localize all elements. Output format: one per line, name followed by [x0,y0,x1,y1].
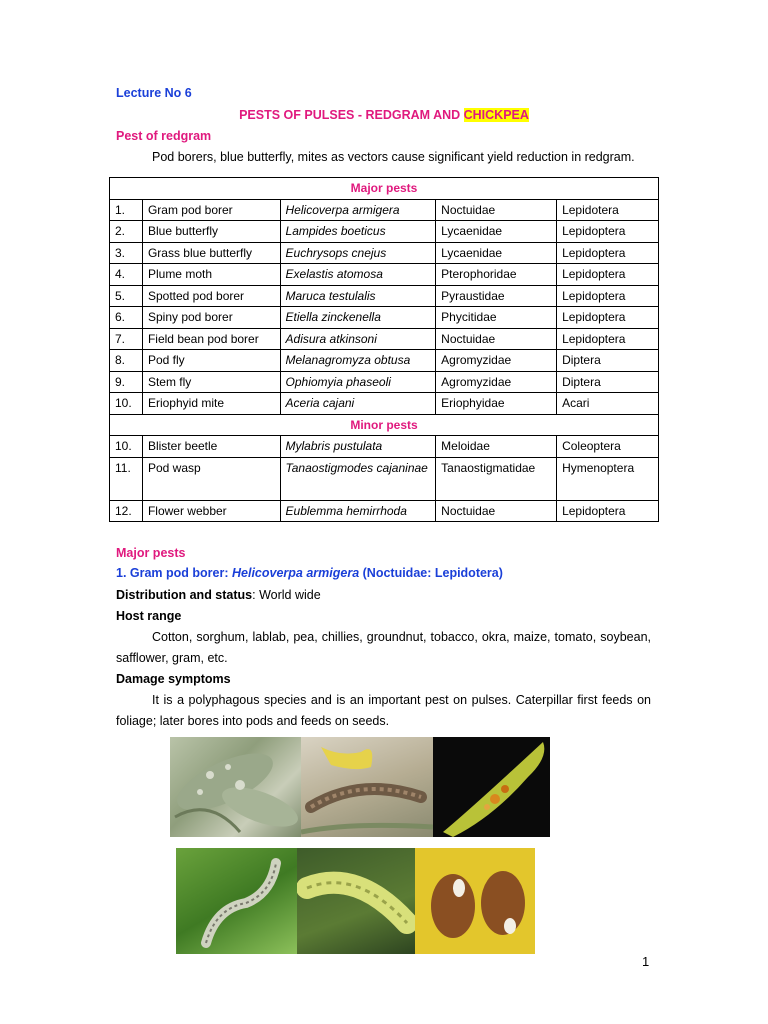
cell-common-name: Spotted pod borer [142,285,280,307]
cell-family: Noctuidae [436,500,557,522]
cell-scientific-name: Adisura atkinsoni [280,328,436,350]
table-row [110,457,659,500]
cell-order: Lepidoptera [557,285,659,307]
table-row [110,436,659,458]
cell-common-name: Gram pod borer [142,199,280,221]
cell-row-number: 1. [110,199,143,221]
cell-order: Lepidoptera [557,264,659,286]
eggs-illustration [415,848,535,954]
cell-family: Agromyzidae [436,371,557,393]
cell-row-number: 10. [110,436,143,458]
cell-order: Diptera [557,350,659,372]
cell-order: Coleoptera [557,436,659,458]
distribution-value: : World wide [252,588,321,602]
page-number: 1 [642,954,650,969]
cell-family: Noctuidae [436,328,557,350]
cell-row-number: 7. [110,328,143,350]
cell-common-name: Plume moth [142,264,280,286]
table-row [110,350,659,372]
caterpillar-on-flower-photo [301,737,433,837]
cell-scientific-name: Ophiomyia phaseoli [280,371,436,393]
table-row [110,285,659,307]
cell-scientific-name: Exelastis atomosa [280,264,436,286]
distribution-line [116,585,651,606]
cell-row-number: 12. [110,500,143,522]
cell-family: Meloidae [436,436,557,458]
eggs-photo [415,848,535,954]
cell-row-number: 9. [110,371,143,393]
cell-common-name: Blue butterfly [142,221,280,243]
cell-order: Lepidoptera [557,221,659,243]
table-row [110,221,659,243]
cell-common-name: Grass blue butterfly [142,242,280,264]
page-title [0,108,768,122]
cell-common-name: Blister beetle [142,436,280,458]
host-range-heading: Host range [116,609,182,623]
cell-order: Acari [557,393,659,415]
leaf-damage-illustration [170,737,301,837]
cell-scientific-name: Melanagromyza obtusa [280,350,436,372]
cell-scientific-name: Helicoverpa armigera [280,199,436,221]
table-row [110,307,659,329]
major-pests-heading: Major pests [116,546,186,560]
table-row [110,500,659,522]
caterpillar-on-flower-illustration [301,737,433,837]
cell-order: Lepidoptera [557,500,659,522]
table-row [110,328,659,350]
damage-symptoms-heading: Damage symptoms [116,672,231,686]
cell-scientific-name: Eublemma hemirrhoda [280,500,436,522]
cell-order: Lepidoptera [557,242,659,264]
cell-scientific-name: Euchrysops cnejus [280,242,436,264]
section-suffix: (Noctuidae: Lepidotera) [359,566,503,580]
cell-family: Agromyzidae [436,350,557,372]
bored-pod-photo [433,737,550,837]
section-title-gram-pod-borer [116,566,503,580]
cell-scientific-name: Aceria cajani [280,393,436,415]
cell-row-number: 11. [110,457,143,500]
cell-common-name: Pod wasp [142,457,280,500]
pest-table-body [110,178,659,522]
cell-row-number: 3. [110,242,143,264]
host-range-paragraph: Cotton, sorghum, lablab, pea, chillies, groundnut, tobacco, okra, maize, tomato, soybean, safflower, gram, etc. [116,630,651,665]
cell-scientific-name: Tanaostigmodes cajaninae [280,457,436,500]
cell-common-name: Stem fly [142,371,280,393]
title-main: PESTS OF PULSES - REDGRAM AND [239,108,464,122]
table-section-header-row [110,178,659,200]
table-row [110,264,659,286]
cell-row-number: 10. [110,393,143,415]
cell-row-number: 8. [110,350,143,372]
cell-common-name: Pod fly [142,350,280,372]
cell-row-number: 2. [110,221,143,243]
cell-family: Lycaenidae [436,242,557,264]
section-prefix: 1. Gram pod borer: [116,566,232,580]
cell-family: Lycaenidae [436,221,557,243]
pest-table [109,177,659,522]
green-larva-photo [297,848,415,954]
leaf-damage-photo [170,737,301,837]
cell-family: Phycitidae [436,307,557,329]
green-larva-illustration [297,848,415,954]
cell-scientific-name: Maruca testulalis [280,285,436,307]
cell-family: Pyraustidae [436,285,557,307]
cell-family: Noctuidae [436,199,557,221]
cell-common-name: Flower webber [142,500,280,522]
cell-common-name: Spiny pod borer [142,307,280,329]
larva-on-leaf-illustration [176,848,297,954]
table-row [110,371,659,393]
cell-order: Lepidoptera [557,307,659,329]
cell-family: Tanaostigmatidae [436,457,557,500]
table-row [110,242,659,264]
table-section-header-row [110,414,659,436]
pest-of-redgram-heading: Pest of redgram [116,129,212,143]
cell-family: Eriophyidae [436,393,557,415]
cell-scientific-name: Lampides boeticus [280,221,436,243]
cell-row-number: 5. [110,285,143,307]
cell-order: Lepidoptera [557,328,659,350]
title-highlight: CHICKPEA [463,108,529,122]
table-row [110,199,659,221]
bored-pod-illustration [433,737,550,837]
cell-family: Pterophoridae [436,264,557,286]
damage-paragraph: It is a polyphagous species and is an important pest on pulses. Caterpillar first feeds on foliage; later bores into pods and feeds on seeds. [116,693,651,728]
table-row [110,393,659,415]
cell-order: Diptera [557,371,659,393]
intro-paragraph: Pod borers, blue butterfly, mites as vectors cause significant yield reduction in redgram. [152,150,635,164]
cell-common-name: Field bean pod borer [142,328,280,350]
cell-row-number: 4. [110,264,143,286]
cell-row-number: 6. [110,307,143,329]
larva-on-leaf-photo [176,848,297,954]
cell-scientific-name: Etiella zinckenella [280,307,436,329]
lecture-number: Lecture No 6 [116,86,192,100]
table-section-header: Major pests [110,178,659,200]
distribution-label: Distribution and status [116,588,253,602]
cell-scientific-name: Mylabris pustulata [280,436,436,458]
cell-order: Hymenoptera [557,457,659,500]
cell-order: Lepidotera [557,199,659,221]
cell-common-name: Eriophyid mite [142,393,280,415]
section-species: Helicoverpa armigera [232,566,360,580]
table-section-header: Minor pests [110,414,659,436]
